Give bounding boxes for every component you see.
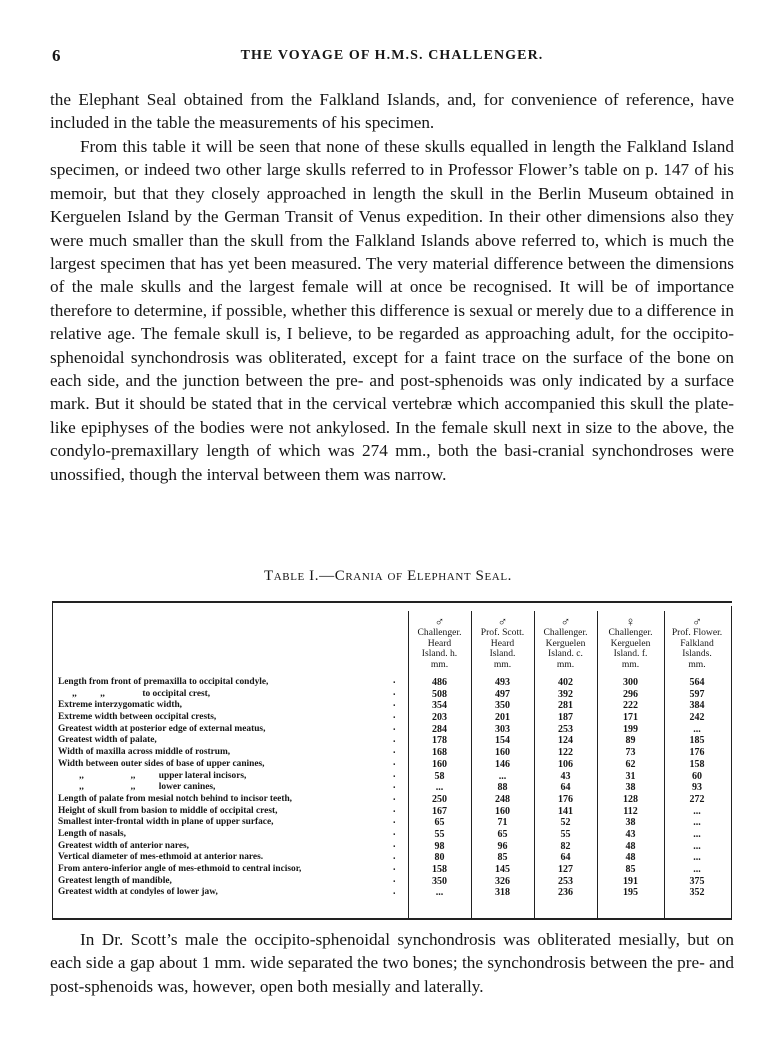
table-cell: 88 xyxy=(497,782,508,794)
column-values xyxy=(534,677,597,899)
table-cell: 48 xyxy=(625,840,636,852)
table-cell: ... xyxy=(498,770,507,782)
leader-dot: . xyxy=(393,815,396,827)
table-row-label: Width of maxilla across middle of rostrum, xyxy=(58,747,231,758)
table-cell: 171 xyxy=(623,712,638,724)
running-head-title: THE VOYAGE OF H.M.S. CHALLENGER. xyxy=(240,48,544,63)
table-cell: 64 xyxy=(560,852,571,864)
table-cell: 178 xyxy=(432,735,447,747)
table-cell: 508 xyxy=(432,688,447,700)
table-cell: 253 xyxy=(558,875,573,887)
leader-dot: . xyxy=(393,698,396,710)
table-row-label: Length from front of premaxilla to occipital condyle, xyxy=(58,677,269,687)
column-header-line: Island. c. xyxy=(548,648,583,660)
table-cell: 168 xyxy=(432,747,447,759)
table-cell: 222 xyxy=(623,700,638,712)
leader-dot: . xyxy=(393,780,396,792)
table-cell: 597 xyxy=(689,688,705,700)
table-row-label: Extreme width between occipital crests, xyxy=(58,712,217,723)
column-header-line: Island. h. xyxy=(421,648,458,660)
table-cell: 176 xyxy=(689,747,705,759)
table-cell: 318 xyxy=(495,887,510,899)
table-cell: 55 xyxy=(560,828,571,840)
table-cell: 402 xyxy=(558,677,573,688)
column-values xyxy=(597,677,664,899)
table-cell: 191 xyxy=(623,875,638,887)
table-cell: 242 xyxy=(689,712,705,724)
table-cell: 124 xyxy=(558,735,573,747)
table-cell: ... xyxy=(435,782,444,794)
table-row-label: Greatest width of palate, xyxy=(58,735,157,746)
table-cell: 352 xyxy=(689,887,705,899)
table-cell: ... xyxy=(693,840,701,852)
column-header-line: Prof. Scott. xyxy=(480,627,525,638)
column-header-line: Heard xyxy=(427,637,452,649)
table-row-label: Greatest width of anterior nares, xyxy=(58,840,189,851)
table-cell: ... xyxy=(693,805,701,817)
table-cell: 55 xyxy=(434,828,445,840)
column-header xyxy=(597,615,664,670)
leader-dot: . xyxy=(393,756,396,768)
table-cell: 203 xyxy=(432,712,447,724)
column-values xyxy=(408,677,471,899)
leader-dot: . xyxy=(393,862,396,874)
column-header-line: mm. xyxy=(493,658,512,670)
table-cell: 158 xyxy=(689,758,705,770)
sex-symbol: ♂ xyxy=(560,614,571,629)
column-header xyxy=(664,615,730,670)
table-cell: 98 xyxy=(434,840,445,852)
table-cell: 281 xyxy=(558,700,573,712)
table-row-label: Greatest width at posterior edge of external meatus, xyxy=(58,723,266,734)
column-header-line: mm. xyxy=(430,658,449,670)
leader-dot: . xyxy=(393,838,396,850)
table-row-label: Smallest inter-frontal width in plane of upper surface, xyxy=(58,817,274,828)
table-cell: 38 xyxy=(625,817,636,829)
table-cell: 106 xyxy=(558,758,573,770)
leader-dot: . xyxy=(393,710,396,722)
table-cell: 73 xyxy=(625,747,636,759)
table-cell: 375 xyxy=(689,875,705,887)
table-cell: ... xyxy=(693,828,701,840)
table-cell: 60 xyxy=(692,770,702,782)
column-header-line: Islands. xyxy=(682,648,712,660)
table-cell: 112 xyxy=(623,805,638,817)
table-cell: 154 xyxy=(495,735,510,747)
leader-dot: . xyxy=(393,745,396,757)
table-cell: 160 xyxy=(432,758,447,770)
table-cell: 145 xyxy=(495,864,510,875)
table-cell: 48 xyxy=(625,852,636,864)
table-cell: 185 xyxy=(689,735,705,747)
leader-dot: . xyxy=(393,885,396,897)
table-row-label: ,, ,, upper lateral incisors, xyxy=(58,770,247,781)
table-cell: 303 xyxy=(495,723,510,735)
table-cell: 248 xyxy=(495,793,510,805)
column-header-line: Prof. Flower. xyxy=(671,627,723,638)
column-header xyxy=(471,615,534,670)
table-cell: 497 xyxy=(495,688,510,700)
sex-symbol: ♂ xyxy=(434,614,445,629)
page-number: 6 xyxy=(52,46,61,65)
leader-dot: . xyxy=(393,792,396,803)
leader-dot: . xyxy=(393,733,396,745)
table-cell: ... xyxy=(693,864,701,875)
column-header xyxy=(534,615,597,670)
table-cell: 71 xyxy=(497,817,508,829)
table-row-label: Length of palate from mesial notch behind to incisor teeth, xyxy=(58,793,293,804)
table-cell: 43 xyxy=(560,770,571,782)
column-header-line: Island. f. xyxy=(613,648,648,660)
table-cell: 122 xyxy=(558,747,573,759)
table-cell: ... xyxy=(693,852,701,864)
table-row-label: Vertical diameter of mes-ethmoid at anterior nares. xyxy=(58,852,264,863)
table-row-label: Height of skull from basion to middle of occipital crest, xyxy=(58,805,278,816)
table-cell: 253 xyxy=(558,723,573,735)
paragraph: the Elephant Seal obtained from the Falkland Islands, and, for convenience of reference, have included in the table the measurements of his specimen. xyxy=(50,90,734,133)
table-cell: 58 xyxy=(434,770,445,782)
table-cell: 52 xyxy=(560,817,571,829)
table-cell: 350 xyxy=(432,875,447,887)
column-header-line: Challenger. xyxy=(417,627,462,638)
paragraph: In Dr. Scott’s male the occipito-sphenoidal synchondrosis was obliterated mesially, but on each side a gap about 1 mm. wide separated the two bones; the synchondrosis between the pre- and post-sphenoids was, however, open both mesially and laterally. xyxy=(50,930,734,996)
column-header-line: mm. xyxy=(556,658,575,670)
table-cell: 296 xyxy=(623,688,638,700)
table-row-label: Greatest width at condyles of lower jaw, xyxy=(58,887,218,898)
table-cell: 564 xyxy=(689,677,705,688)
table-cell: 31 xyxy=(625,770,636,782)
table-cell: 384 xyxy=(689,700,705,712)
sex-symbol: ♀ xyxy=(625,614,636,629)
running-head xyxy=(52,46,732,68)
leader-dot: . xyxy=(393,803,396,815)
table-cell: 201 xyxy=(495,712,510,724)
table-cell: 65 xyxy=(434,817,445,829)
table-cell: ... xyxy=(693,817,701,829)
leader-dot: . xyxy=(393,675,396,686)
table-cell: ... xyxy=(693,723,701,735)
table-cell: 354 xyxy=(432,700,447,712)
column-values xyxy=(664,677,730,899)
column-header-line: mm. xyxy=(621,658,640,670)
column-header-line: Kerguelen xyxy=(545,637,586,649)
table-cell: 187 xyxy=(558,712,573,724)
table-row-label: ,, ,, lower canines, xyxy=(58,782,216,793)
sex-symbol: ♂ xyxy=(692,614,702,629)
table-cell: 127 xyxy=(558,864,573,875)
table-cell: 93 xyxy=(692,782,702,794)
table-cell: 176 xyxy=(558,793,573,805)
table-cell: 158 xyxy=(432,864,447,875)
table-cell: 128 xyxy=(623,793,638,805)
table-row-label: Width between outer sides of base of upper canines, xyxy=(58,758,265,769)
table-cell: 236 xyxy=(558,887,573,899)
measurements-table xyxy=(52,601,732,920)
paragraph: From this table it will be seen that none of these skulls equalled in length the Falkland Island specimen, or indeed two other large skulls referred to in Professor Flower’s table on p. 147 of his memoir, but that they closely approached in length the skull in the Berlin Museum obtained in Kerguelen Island by the German Transit of Venus expedition. In their other dimensions also they were much smaller than the skull from the Falkland Islands above referred to, which is much the largest specimen that has yet been measured. The very material difference between the dimensions of the male skulls and the largest female will at once be recognised. It will be of importance therefore to determine, if possible, whether this difference is sexual or merely due to a difference in relative age. The female skull is, I believe, to be regarded as approaching adult, for the occipito-sphenoidal synchondrosis was obliterated, except for a faint trace on the surface of the bone on each side, and the junction between the pre- and post-sphenoids was only indicated by a surface mark. But it should be stated that in the cervical vertebræ which accompanied this skull the plate-like epiphyses of the bodies were not ankylosed. In the female skull next in size to the above, the condylo-premaxillary length of which was 274 mm., both the basi-cranial synchondroses were unossified, though the interval between them was narrow. xyxy=(50,137,734,484)
table-cell: 43 xyxy=(625,828,636,840)
column-header-line: Kerguelen xyxy=(610,637,651,649)
table-cell: 167 xyxy=(432,805,447,817)
table-row-label: From antero-inferior angle of mes-ethmoid to central incisor, xyxy=(58,864,302,874)
column-header-line: Heard xyxy=(490,637,515,649)
table-cell: 96 xyxy=(497,840,508,852)
table-cell: 300 xyxy=(623,677,638,688)
column-header-line: Island. xyxy=(489,648,516,660)
sex-symbol: ♂ xyxy=(497,614,508,629)
table-cell: 392 xyxy=(558,688,573,700)
table-cell: 350 xyxy=(495,700,510,712)
table-cell: 38 xyxy=(625,782,636,794)
table-cell: 64 xyxy=(560,782,571,794)
leader-dot: . xyxy=(393,686,396,698)
table-cell: 486 xyxy=(432,677,447,688)
table-cell: 160 xyxy=(495,747,510,759)
table-cell: 85 xyxy=(497,852,508,864)
table-cell: 493 xyxy=(495,677,510,688)
table-row-label: ,, ,, to occipital crest, xyxy=(58,688,211,699)
leader-dot: . xyxy=(393,721,396,733)
table-cell: 250 xyxy=(432,793,447,805)
table-cell: 326 xyxy=(495,875,510,887)
table-cell: 146 xyxy=(495,758,510,770)
table-cell: 89 xyxy=(625,735,636,747)
table-cell: 62 xyxy=(625,758,636,770)
table-row-label: Length of nasals, xyxy=(58,828,126,839)
table-cell: 141 xyxy=(558,805,573,817)
table-cell: ... xyxy=(435,887,444,899)
table-cell: 284 xyxy=(432,723,447,735)
leader-dot: . xyxy=(393,827,396,839)
table-cell: 65 xyxy=(497,828,508,840)
column-header-line: Challenger. xyxy=(608,627,653,638)
table-cell: 195 xyxy=(623,887,638,899)
table-cell: 80 xyxy=(434,852,445,864)
column-header-line: mm. xyxy=(688,658,706,670)
table-cell: 85 xyxy=(625,864,636,875)
leader-dot: . xyxy=(393,768,396,780)
table-cell: 160 xyxy=(495,805,510,817)
table-row-label: Extreme interzygomatic width, xyxy=(58,700,183,711)
row-labels xyxy=(58,677,408,899)
leader-dot: . xyxy=(393,873,396,885)
table-cell: 199 xyxy=(623,723,638,735)
leader-dot: . xyxy=(393,850,396,862)
column-header-line: Challenger. xyxy=(543,627,588,638)
column-header xyxy=(408,615,471,670)
table-cell: 272 xyxy=(689,793,705,805)
column-values xyxy=(471,677,534,899)
table-row-label: Greatest length of mandible, xyxy=(58,875,172,886)
column-header-line: Falkland xyxy=(680,637,714,649)
table-cell: 82 xyxy=(560,840,571,852)
table-caption: Table I.—Crania of Elephant Seal. xyxy=(263,568,513,584)
